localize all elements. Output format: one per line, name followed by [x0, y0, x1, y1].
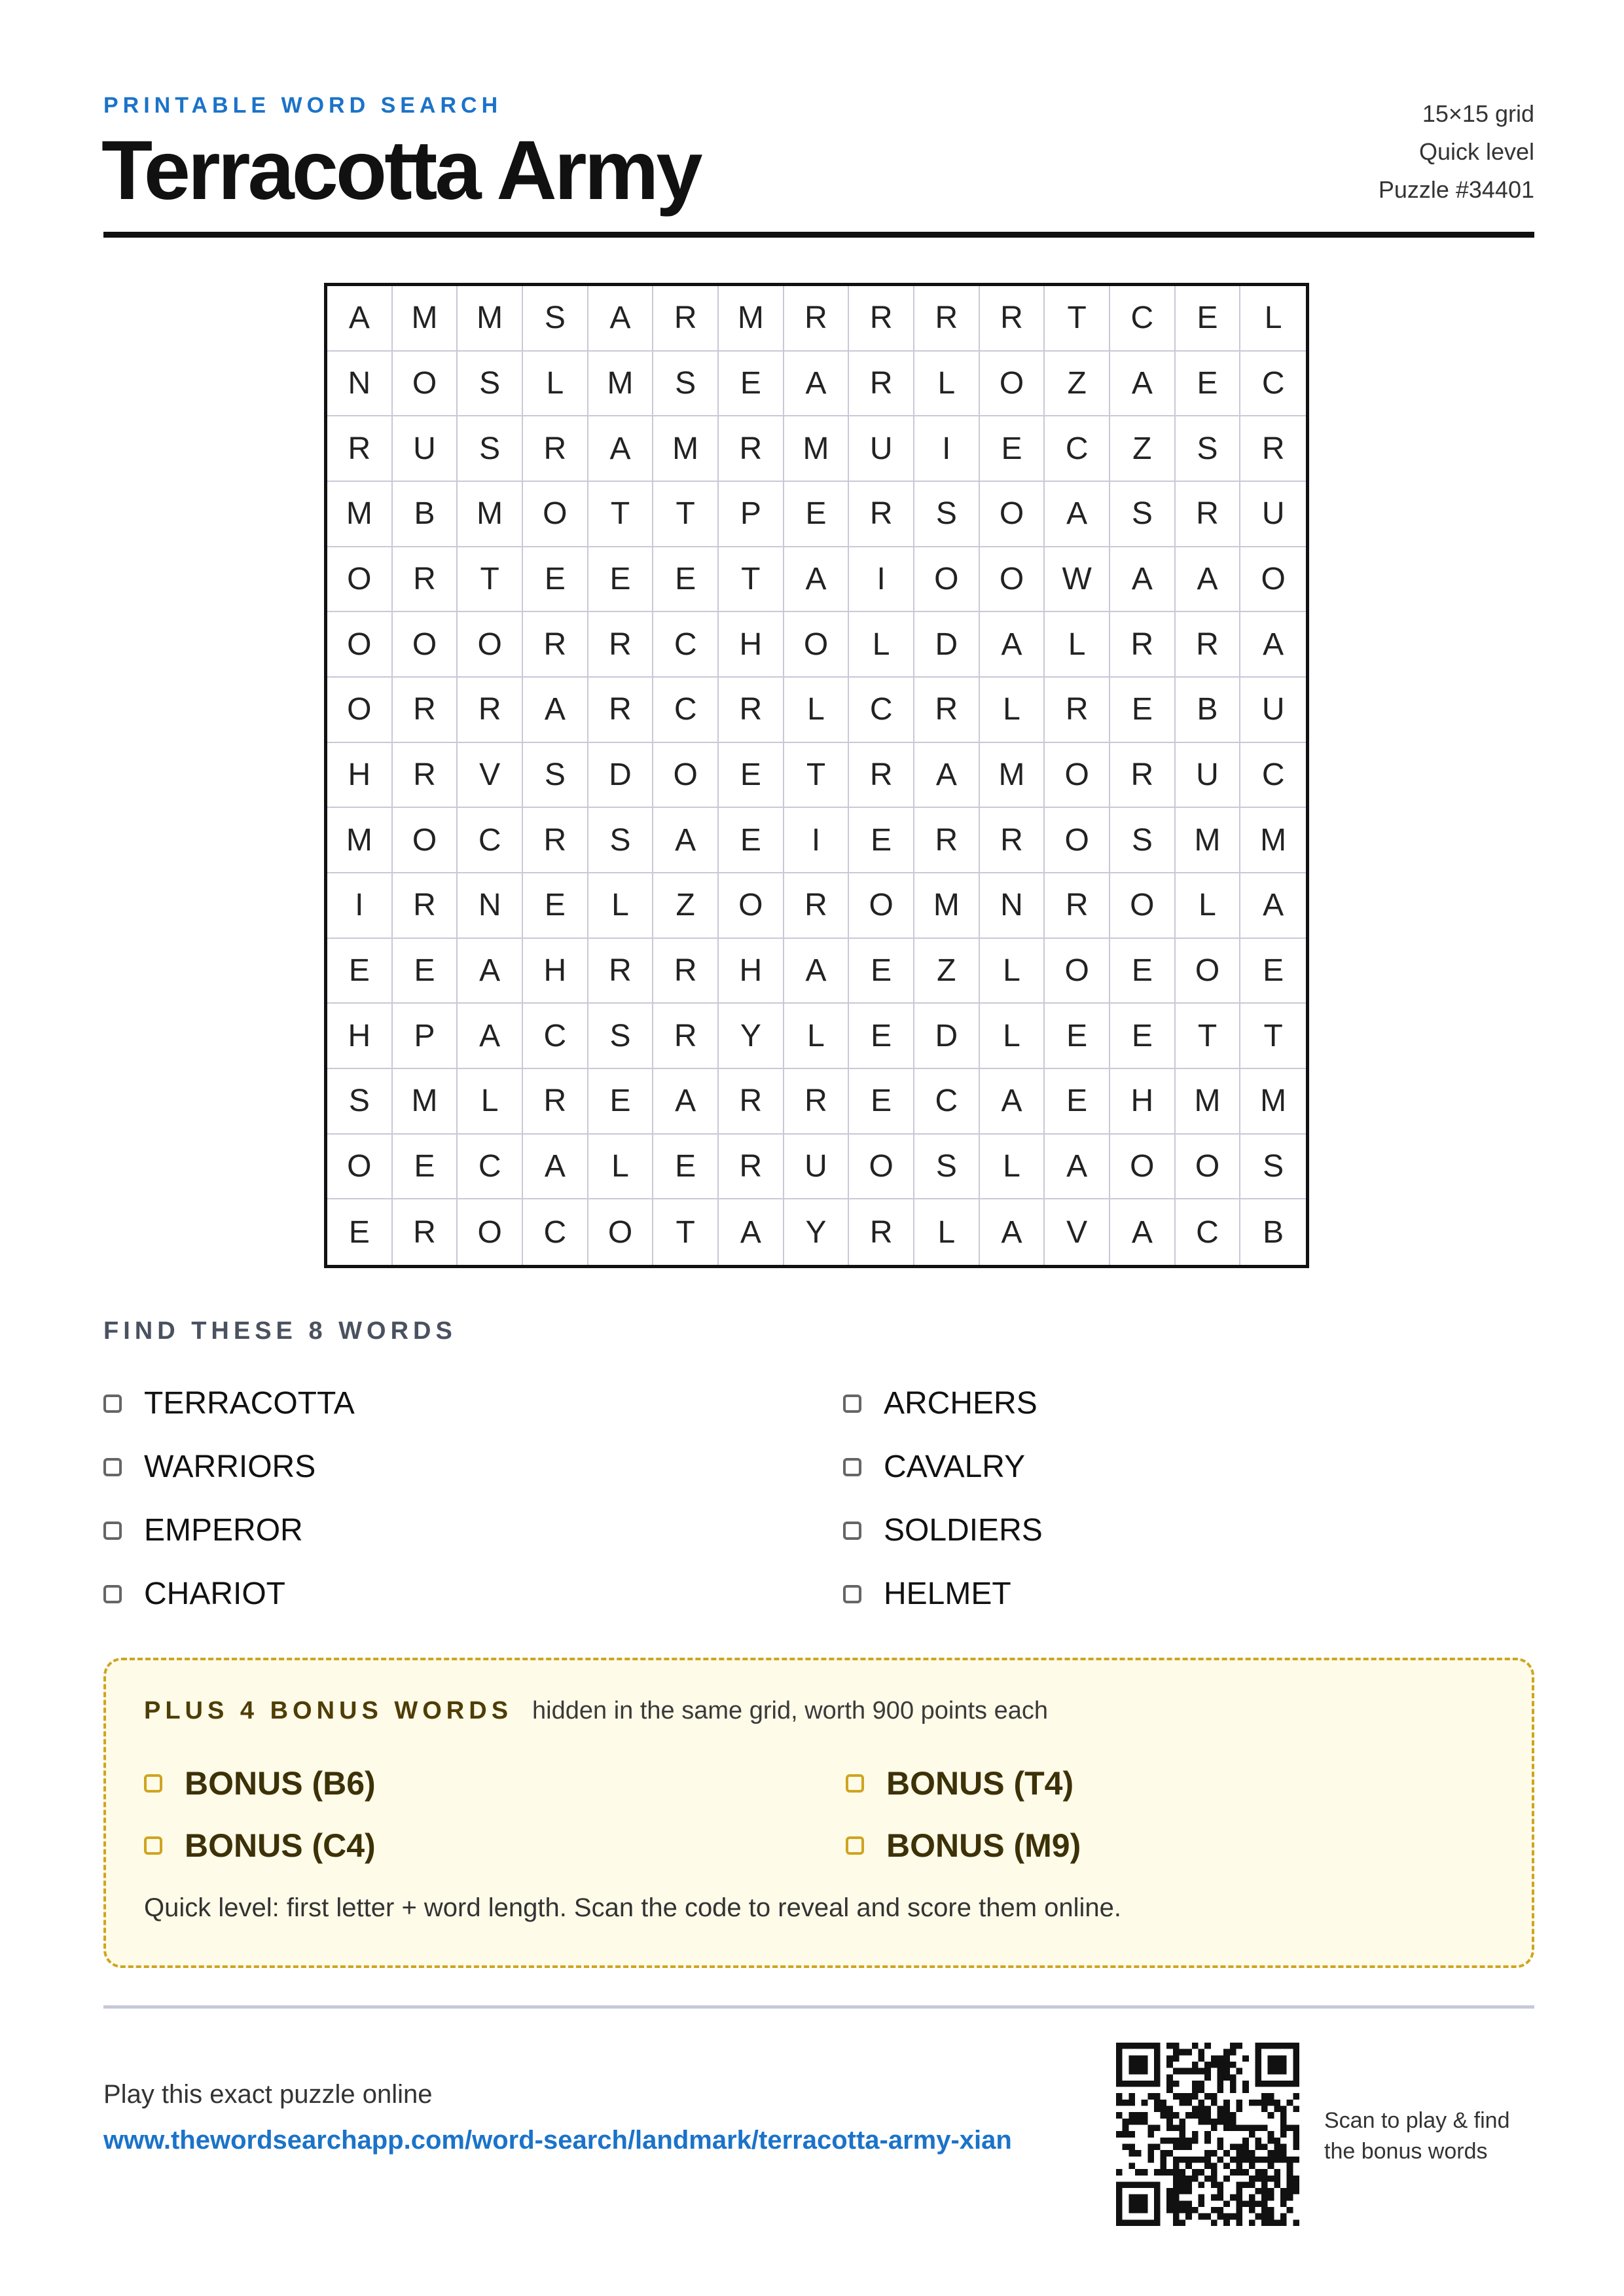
footer-divider [103, 2005, 1534, 2009]
grid-cell[interactable]: R [1110, 743, 1176, 809]
bonus-label: BONUS (C4) [185, 1827, 376, 1864]
grid-cell[interactable]: R [849, 1199, 914, 1265]
bonus-panel [103, 1658, 1534, 1968]
grid-cell[interactable]: M [1176, 808, 1241, 873]
grid-cell[interactable]: A [1110, 547, 1176, 613]
grid-cell[interactable]: R [653, 1004, 719, 1069]
grid-cell[interactable]: P [393, 1004, 458, 1069]
grid-cell[interactable]: S [1110, 808, 1176, 873]
grid-cell[interactable]: E [849, 1004, 914, 1069]
grid-cell[interactable]: T [1176, 1004, 1241, 1069]
word-item-soldiers[interactable] [843, 1499, 1534, 1562]
grid-cell[interactable]: A [784, 939, 850, 1004]
word-label: WARRIORS [144, 1449, 316, 1484]
grid-cell[interactable]: L [458, 1069, 523, 1135]
grid-cell[interactable]: R [1045, 678, 1110, 743]
grid-cell[interactable]: T [653, 1199, 719, 1265]
grid-cell[interactable]: T [1045, 286, 1110, 352]
grid-cell[interactable]: O [1045, 808, 1110, 873]
grid-cell[interactable]: E [393, 1135, 458, 1200]
grid-cell[interactable]: R [458, 678, 523, 743]
grid-cell[interactable]: A [1045, 482, 1110, 547]
grid-cell[interactable]: A [458, 1004, 523, 1069]
grid-cell[interactable]: E [849, 808, 914, 873]
grid-cell[interactable]: E [588, 547, 654, 613]
grid-cell[interactable]: B [1176, 678, 1241, 743]
word-item-helmet[interactable] [843, 1562, 1534, 1626]
word-label: ARCHERS [884, 1386, 1038, 1421]
grid-cell[interactable]: R [784, 286, 850, 352]
grid-cell[interactable]: S [458, 352, 523, 417]
grid-cell[interactable]: S [1176, 416, 1241, 482]
word-item-cavalry[interactable] [843, 1435, 1534, 1499]
grid-cell[interactable]: S [1240, 1135, 1306, 1200]
grid-cell[interactable]: N [458, 873, 523, 939]
grid-cell[interactable]: M [1240, 1069, 1306, 1135]
grid-cell[interactable]: P [719, 482, 784, 547]
grid-cell[interactable]: E [653, 547, 719, 613]
grid-cell[interactable]: U [784, 1135, 850, 1200]
grid-cell[interactable]: O [458, 1199, 523, 1265]
grid-cell[interactable]: O [980, 547, 1045, 613]
grid-cell[interactable]: A [980, 1069, 1045, 1135]
grid-cell[interactable]: L [914, 352, 980, 417]
word-label: HELMET [884, 1576, 1011, 1611]
grid-cell[interactable]: L [914, 1199, 980, 1265]
grid-cell[interactable]: O [653, 743, 719, 809]
grid-cell[interactable]: S [588, 808, 654, 873]
grid-cell[interactable]: C [653, 678, 719, 743]
grid-cell[interactable]: O [393, 612, 458, 678]
checkbox-icon[interactable] [843, 1394, 861, 1413]
checkbox-icon[interactable] [103, 1394, 122, 1413]
grid-cell[interactable]: N [980, 873, 1045, 939]
grid-cell[interactable]: E [327, 939, 393, 1004]
grid-cell[interactable]: W [1045, 547, 1110, 613]
scan-instructions: Scan to play & find the bonus words [1324, 2108, 1510, 2164]
grid-cell[interactable]: Y [719, 1004, 784, 1069]
grid-cell[interactable]: A [653, 1069, 719, 1135]
grid-cell[interactable]: S [523, 286, 588, 352]
word-label: CAVALRY [884, 1449, 1026, 1484]
grid-cell[interactable]: O [1176, 939, 1241, 1004]
grid-cell[interactable]: Z [914, 939, 980, 1004]
grid-cell[interactable]: E [849, 939, 914, 1004]
grid-cell[interactable]: B [393, 482, 458, 547]
grid-cell[interactable]: O [914, 547, 980, 613]
checkbox-icon[interactable] [103, 1522, 122, 1540]
grid-cell[interactable]: L [1045, 612, 1110, 678]
grid-cell[interactable]: M [1176, 1069, 1241, 1135]
grid-cell[interactable]: S [653, 352, 719, 417]
grid-cell[interactable]: A [1176, 547, 1241, 613]
grid-cell[interactable]: R [849, 482, 914, 547]
grid-cell[interactable]: R [980, 808, 1045, 873]
grid-cell[interactable]: D [914, 612, 980, 678]
grid-cell[interactable]: L [588, 1135, 654, 1200]
grid-cell[interactable]: M [393, 1069, 458, 1135]
grid-cell[interactable]: O [1045, 939, 1110, 1004]
puzzle-number-label: Puzzle #34401 [1378, 176, 1534, 203]
grid-cell[interactable]: M [588, 352, 654, 417]
grid-cell[interactable]: O [588, 1199, 654, 1265]
grid-cell[interactable]: T [588, 482, 654, 547]
grid-cell[interactable]: N [327, 352, 393, 417]
grid-cell[interactable]: I [327, 873, 393, 939]
grid-cell[interactable]: O [1240, 547, 1306, 613]
grid-cell[interactable]: A [914, 743, 980, 809]
grid-cell[interactable]: L [980, 1004, 1045, 1069]
bonus-header [144, 1697, 1048, 1725]
grid-cell[interactable]: T [784, 743, 850, 809]
grid-cell[interactable]: S [1110, 482, 1176, 547]
grid-cell[interactable]: O [1176, 1135, 1241, 1200]
grid-cell[interactable]: R [849, 352, 914, 417]
grid-cell[interactable]: R [1110, 612, 1176, 678]
grid-cell[interactable]: O [1045, 743, 1110, 809]
checkbox-icon[interactable] [103, 1585, 122, 1603]
grid-cell[interactable]: H [523, 939, 588, 1004]
grid-cell[interactable]: L [588, 873, 654, 939]
play-online-label: Play this exact puzzle online [103, 2080, 433, 2109]
grid-cell[interactable]: O [980, 482, 1045, 547]
grid-cell[interactable]: A [980, 1199, 1045, 1265]
grid-cell[interactable]: O [393, 808, 458, 873]
grid-cell[interactable]: A [523, 678, 588, 743]
grid-cell[interactable]: L [523, 352, 588, 417]
grid-cell[interactable]: O [784, 612, 850, 678]
grid-cell[interactable]: E [719, 808, 784, 873]
grid-cell[interactable]: M [393, 286, 458, 352]
grid-cell[interactable]: S [327, 1069, 393, 1135]
grid-cell[interactable]: A [784, 547, 850, 613]
bonus-title: PLUS 4 BONUS WORDS [144, 1697, 513, 1724]
word-item-terracotta[interactable] [103, 1372, 843, 1435]
grid-cell[interactable]: Z [1110, 416, 1176, 482]
grid-cell[interactable]: O [458, 612, 523, 678]
grid-cell[interactable]: A [523, 1135, 588, 1200]
grid-cell[interactable]: O [1110, 1135, 1176, 1200]
grid-cell[interactable]: O [980, 352, 1045, 417]
grid-cell[interactable]: E [653, 1135, 719, 1200]
grid-cell[interactable]: E [1176, 352, 1241, 417]
grid-cell[interactable]: C [458, 1135, 523, 1200]
word-item-warriors[interactable] [103, 1435, 843, 1499]
level-label: Quick level [1418, 138, 1534, 165]
page-kicker: PRINTABLE WORD SEARCH [103, 93, 503, 118]
word-label: SOLDIERS [884, 1513, 1043, 1548]
checkbox-icon[interactable] [144, 1774, 162, 1793]
grid-size-label: 15×15 grid [1422, 100, 1534, 127]
grid-cell[interactable]: A [653, 808, 719, 873]
word-label: TERRACOTTA [144, 1386, 355, 1421]
grid-cell[interactable]: O [327, 1135, 393, 1200]
grid-cell[interactable]: R [719, 1069, 784, 1135]
word-item-emperor[interactable] [103, 1499, 843, 1562]
bonus-item-c4[interactable] [144, 1814, 846, 1876]
grid-cell[interactable]: I [849, 547, 914, 613]
grid-cell[interactable]: R [1176, 612, 1241, 678]
grid-cell[interactable]: H [327, 1004, 393, 1069]
word-item-archers[interactable] [843, 1372, 1534, 1435]
grid-cell[interactable]: M [1240, 808, 1306, 873]
grid-cell[interactable]: O [849, 873, 914, 939]
grid-cell[interactable]: A [784, 352, 850, 417]
grid-cell[interactable]: C [653, 612, 719, 678]
grid-cell[interactable]: E [1176, 286, 1241, 352]
grid-cell[interactable]: U [1240, 482, 1306, 547]
grid-cell[interactable]: L [1240, 286, 1306, 352]
grid-cell[interactable]: H [327, 743, 393, 809]
grid-cell[interactable]: R [849, 743, 914, 809]
grid-cell[interactable]: E [327, 1199, 393, 1265]
grid-cell[interactable]: R [914, 678, 980, 743]
grid-cell[interactable]: L [784, 1004, 850, 1069]
puzzle-url-link[interactable]: www.thewordsearchapp.com/word-search/landmark/terracotta-army-xian [103, 2126, 1012, 2155]
grid-cell[interactable]: R [653, 286, 719, 352]
grid-cell[interactable]: O [523, 482, 588, 547]
grid-cell[interactable]: V [1045, 1199, 1110, 1265]
word-item-chariot[interactable] [103, 1562, 843, 1626]
grid-cell[interactable]: O [1110, 873, 1176, 939]
grid-cell[interactable]: L [849, 612, 914, 678]
grid-cell[interactable]: R [1045, 873, 1110, 939]
grid-cell[interactable]: E [980, 416, 1045, 482]
grid-cell[interactable]: M [784, 416, 850, 482]
grid-cell[interactable]: R [914, 808, 980, 873]
checkbox-icon[interactable] [103, 1458, 122, 1476]
grid-cell[interactable]: D [914, 1004, 980, 1069]
grid-cell[interactable]: D [588, 743, 654, 809]
grid-cell[interactable]: U [1240, 678, 1306, 743]
grid-cell[interactable]: U [393, 416, 458, 482]
grid-cell[interactable]: I [914, 416, 980, 482]
grid-cell[interactable]: R [393, 678, 458, 743]
word-search-grid [324, 283, 1309, 1268]
grid-cell[interactable]: R [393, 743, 458, 809]
grid-cell[interactable]: R [393, 873, 458, 939]
bonus-label: BONUS (T4) [886, 1764, 1074, 1802]
header-divider [103, 232, 1534, 238]
grid-cell[interactable]: R [588, 678, 654, 743]
grid-cell[interactable]: E [1110, 939, 1176, 1004]
puzzle-meta [1379, 95, 1534, 209]
grid-cell[interactable]: R [1176, 482, 1241, 547]
grid-cell[interactable]: R [849, 286, 914, 352]
grid-cell[interactable]: E [719, 743, 784, 809]
grid-cell[interactable]: R [523, 612, 588, 678]
grid-cell[interactable]: Y [784, 1199, 850, 1265]
grid-cell[interactable]: A [1240, 873, 1306, 939]
grid-cell[interactable]: M [914, 873, 980, 939]
grid-cell[interactable]: R [393, 547, 458, 613]
grid-cell[interactable]: R [523, 416, 588, 482]
checkbox-icon[interactable] [843, 1458, 861, 1476]
grid-cell[interactable]: M [327, 482, 393, 547]
grid-cell[interactable]: R [784, 873, 850, 939]
grid-cell[interactable]: O [327, 612, 393, 678]
grid-cell[interactable]: C [1110, 286, 1176, 352]
word-list-heading: FIND THESE 8 WORDS [103, 1317, 457, 1345]
grid-cell[interactable]: M [458, 286, 523, 352]
grid-cell[interactable]: L [784, 678, 850, 743]
bonus-label: BONUS (B6) [185, 1764, 376, 1802]
grid-cell[interactable]: E [523, 547, 588, 613]
grid-cell[interactable]: L [980, 939, 1045, 1004]
grid-cell[interactable]: M [458, 482, 523, 547]
grid-cell[interactable]: R [523, 808, 588, 873]
grid-cell[interactable]: M [980, 743, 1045, 809]
grid-cell[interactable]: C [1045, 416, 1110, 482]
grid-cell[interactable]: L [980, 678, 1045, 743]
grid-cell[interactable]: C [849, 678, 914, 743]
grid-cell[interactable]: R [523, 1069, 588, 1135]
grid-cell[interactable]: E [523, 873, 588, 939]
grid-cell[interactable]: E [1240, 939, 1306, 1004]
grid-cell[interactable]: M [653, 416, 719, 482]
bonus-label: BONUS (M9) [886, 1827, 1081, 1864]
grid-cell[interactable]: E [588, 1069, 654, 1135]
checkbox-icon[interactable] [846, 1774, 864, 1793]
grid-cell[interactable]: T [719, 547, 784, 613]
grid-cell[interactable]: R [914, 286, 980, 352]
bonus-subtitle: hidden in the same grid, worth 900 points each [532, 1697, 1048, 1724]
grid-cell[interactable]: E [784, 482, 850, 547]
grid-cell[interactable]: V [458, 743, 523, 809]
grid-cell[interactable]: E [1045, 1069, 1110, 1135]
grid-cell[interactable]: T [653, 482, 719, 547]
grid-cell[interactable]: C [914, 1069, 980, 1135]
grid-cell[interactable]: S [914, 1135, 980, 1200]
grid-cell[interactable]: C [523, 1004, 588, 1069]
grid-cell[interactable]: R [393, 1199, 458, 1265]
grid-cell[interactable]: A [1045, 1135, 1110, 1200]
grid-cell[interactable]: O [849, 1135, 914, 1200]
grid-cell[interactable]: U [1176, 743, 1241, 809]
bonus-item-t4[interactable] [846, 1752, 1435, 1814]
grid-cell[interactable]: A [1240, 612, 1306, 678]
grid-cell[interactable]: C [1176, 1199, 1241, 1265]
grid-cell[interactable]: E [849, 1069, 914, 1135]
grid-cell[interactable]: C [458, 808, 523, 873]
grid-cell[interactable]: A [458, 939, 523, 1004]
grid-cell[interactable]: U [849, 416, 914, 482]
grid-cell[interactable]: A [980, 612, 1045, 678]
grid-cell[interactable]: R [588, 612, 654, 678]
grid-cell[interactable]: L [980, 1135, 1045, 1200]
word-label: CHARIOT [144, 1576, 285, 1611]
checkbox-icon[interactable] [144, 1836, 162, 1855]
grid-cell[interactable]: O [719, 873, 784, 939]
grid-cell[interactable]: R [1240, 416, 1306, 482]
grid-cell[interactable]: Z [653, 873, 719, 939]
grid-cell[interactable]: S [914, 482, 980, 547]
grid-cell[interactable]: O [327, 547, 393, 613]
grid-cell[interactable]: R [719, 678, 784, 743]
checkbox-icon[interactable] [843, 1585, 861, 1603]
grid-cell[interactable]: B [1263, 1214, 1284, 1250]
checkbox-icon[interactable] [843, 1522, 861, 1540]
grid-cell[interactable]: C [523, 1199, 588, 1265]
grid-cell[interactable]: A [588, 286, 654, 352]
bonus-item-b6[interactable] [144, 1752, 846, 1814]
grid-cell[interactable]: R [719, 1135, 784, 1200]
grid-cell[interactable]: T [458, 547, 523, 613]
bonus-item-m9[interactable] [846, 1814, 1435, 1876]
grid-cell[interactable]: M [327, 808, 393, 873]
grid-cell[interactable]: H [719, 939, 784, 1004]
qr-code-icon[interactable] [1116, 2043, 1299, 2226]
word-label: EMPEROR [144, 1513, 303, 1548]
grid-cell[interactable]: I [784, 808, 850, 873]
grid-cell[interactable]: S [458, 416, 523, 482]
grid-cell[interactable]: R [588, 939, 654, 1004]
grid-cell[interactable]: E [393, 939, 458, 1004]
grid-cell[interactable]: Z [1045, 352, 1110, 417]
grid-cell[interactable]: R [653, 939, 719, 1004]
grid-cell[interactable]: M [719, 286, 784, 352]
grid-cell[interactable]: A [719, 1199, 784, 1265]
checkbox-icon[interactable] [846, 1836, 864, 1855]
grid-cell[interactable]: A [588, 416, 654, 482]
grid-cell[interactable]: O [327, 678, 393, 743]
bonus-note: Quick level: first letter + word length. Scan the code to reveal and score them online. [144, 1893, 1122, 1922]
grid-cell[interactable]: C [1240, 352, 1306, 417]
grid-cell[interactable]: T [1240, 1004, 1306, 1069]
grid-cell[interactable]: E [719, 352, 784, 417]
bonus-word-list [144, 1752, 1435, 1876]
grid-cell[interactable]: R [719, 416, 784, 482]
grid-cell[interactable]: A [1110, 352, 1176, 417]
grid-cell[interactable]: E [1110, 678, 1176, 743]
grid-cell[interactable]: A [1110, 1199, 1176, 1265]
grid-cell[interactable]: H [1110, 1069, 1176, 1135]
grid-cell[interactable]: L [1176, 873, 1241, 939]
grid-cell[interactable]: R [784, 1069, 850, 1135]
grid-cell[interactable]: S [523, 743, 588, 809]
grid-cell[interactable]: C [1240, 743, 1306, 809]
grid-cell[interactable]: O [393, 352, 458, 417]
grid-cell[interactable]: R [980, 286, 1045, 352]
word-list [103, 1372, 1534, 1626]
grid-cell[interactable]: A [327, 286, 393, 352]
page-title: Terracotta Army [101, 124, 700, 217]
grid-cell[interactable]: S [588, 1004, 654, 1069]
grid-cell[interactable]: R [327, 416, 393, 482]
grid-cell[interactable]: E [1045, 1004, 1110, 1069]
grid-cell[interactable]: E [1110, 1004, 1176, 1069]
grid-cell[interactable]: H [719, 612, 784, 678]
